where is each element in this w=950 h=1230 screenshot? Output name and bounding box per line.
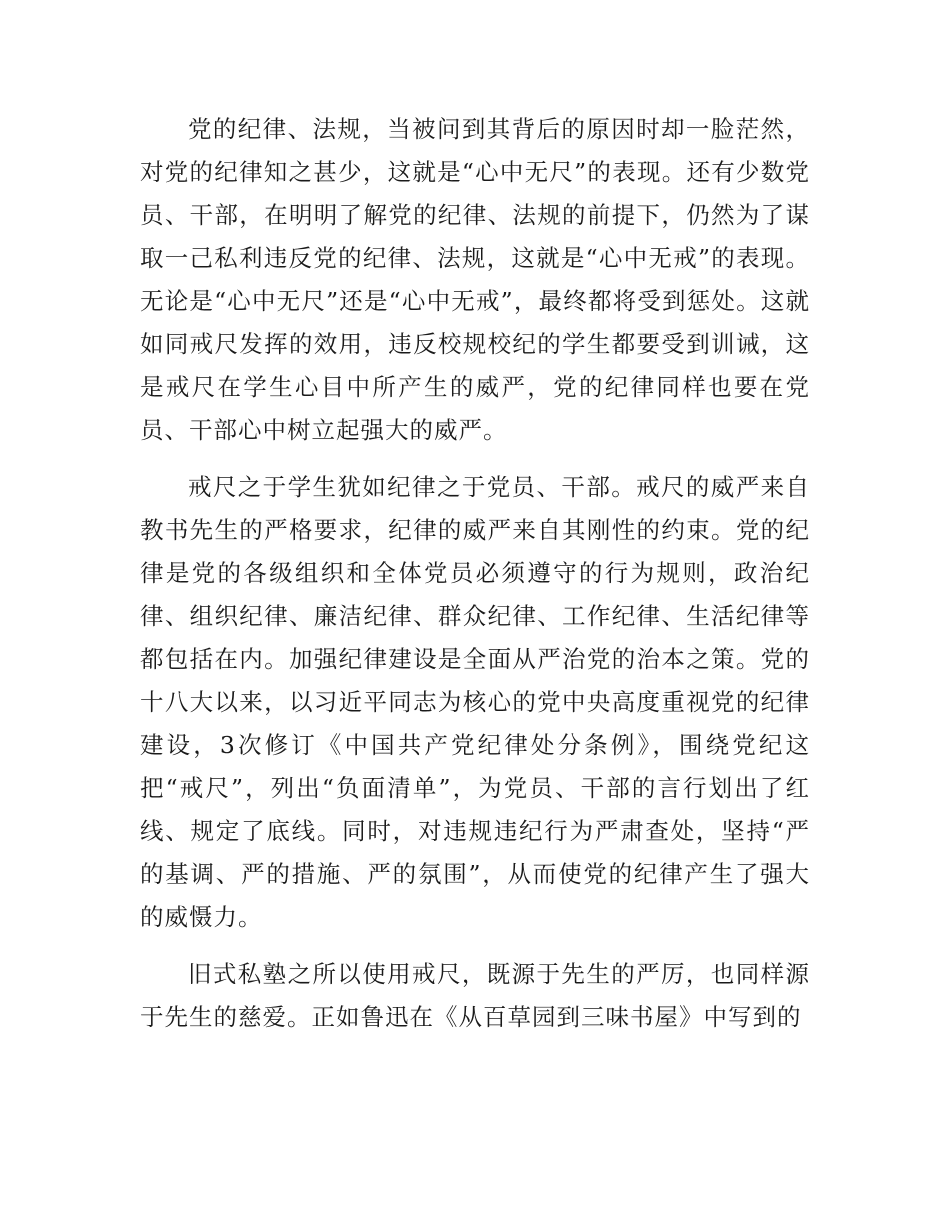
- paragraph-2: 戒尺之于学生犹如纪律之于党员、干部。戒尺的威严来自教书先生的严格要求，纪律的威严来自其刚性的约束。党的纪律是党的各级组织和全体党员必须遵守的行为规则，政治纪律、组织纪律、廉洁纪律、群众纪律、工作纪律、生活纪律等都包括在内。加强纪律建设是全面从严治党的治本之策。党的十八大以来，以习近平同志为核心的党中央高度重视党的纪律建设，3次修订《中国共产党纪律处分条例》，围绕党纪这把“戒尺”，列出“负面清单”，为党员、干部的言行划出了红线、规定了底线。同时，对违规违纪行为严肃查处，坚持“严的基调、严的措施、严的氛围”，从而使党的纪律产生了强大的威慑力。: [140, 473, 810, 931]
- paragraph-1: 党的纪律、法规，当被问到其背后的原因时却一脸茫然，对党的纪律知之甚少，这就是“心中无尺”的表现。还有少数党员、干部，在明明了解党的纪律、法规的前提下，仍然为了谋取一己私利违反党的纪律、法规，这就是“心中无戒”的表现。无论是“心中无尺”还是“心中无戒”，最终都将受到惩处。这就如同戒尺发挥的效用，违反校规校纪的学生都要受到训诫，这是戒尺在学生心目中所产生的威严，党的纪律同样也要在党员、干部心中树立起强大的威严。: [140, 115, 810, 444]
- paragraph-3: 旧式私塾之所以使用戒尺，既源于先生的严厉，也同样源于先生的慈爱。正如鲁迅在《从百草园到三味书屋》中写到的: [140, 960, 810, 1031]
- document-body: [140, 108, 810, 1039]
